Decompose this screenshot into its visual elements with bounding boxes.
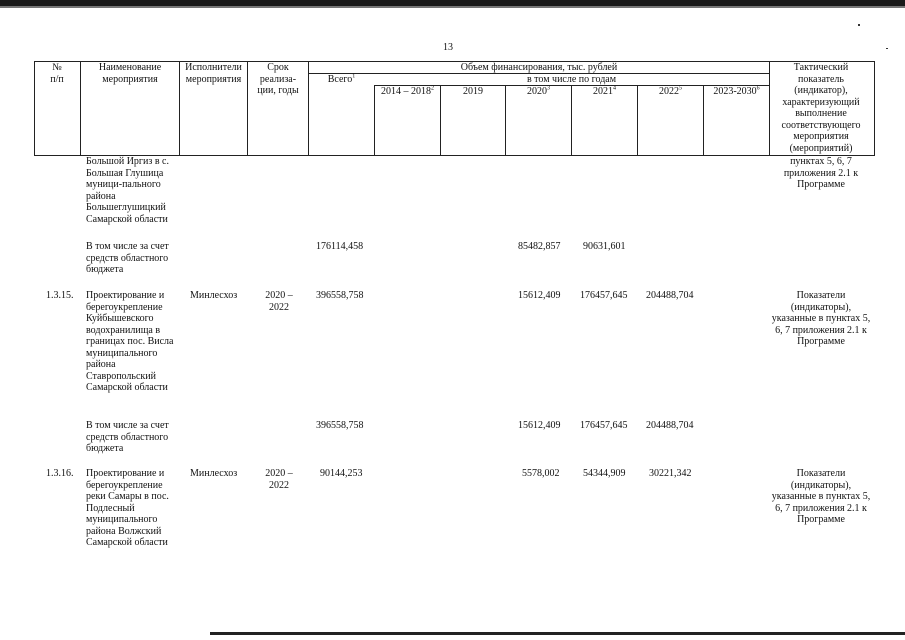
row-total: 396558,758 [316,420,364,431]
row-value-2020: 15612,409 [518,420,561,431]
row-executor: Минлесхоз [190,468,238,479]
header-num: № п/п [50,62,64,85]
row-executor: Минлесхоз [190,290,238,301]
row-indicator: Показатели (индикаторы), указанные в пунктах 5, 6, 7 приложения 2.1 к Программе [771,468,871,525]
header-year-2014-2018: 2014 – 2018$^2$ [381,85,434,97]
header-year-2022: 2022$^5$ [659,85,682,97]
row-term: 2020 – 2022 [265,290,293,313]
header-total: Всего$^1$ [327,73,356,85]
page-number: 13 [443,42,453,53]
header-funding: Объем финансирования, тыс. рублей [460,62,618,73]
row-indicator: Показатели (индикаторы), указанные в пунктах 5, 6, 7 приложения 2.1 к Программе [771,290,871,347]
header-indicator: Тактический показатель (индикатор), характеризующий выполнение соответствующего мероприятия (мероприятий) [781,62,861,154]
header-name: Наименование мероприятия [98,62,162,85]
row-indicator: пунктах 5, 6, 7 приложения 2.1 к Программе [783,156,859,190]
scan-speck [886,48,888,49]
row-name: В том числе за счет средств областного бюджета [86,241,169,275]
row-name: Проектирование и берегоукрепление Куйбышевского водохранилища в границах пос. Висла муниципального района Ставропольский Самарской области [86,290,174,393]
scan-speck [858,24,860,26]
row-value-2022: 204488,704 [646,420,694,431]
row-value-2022: 204488,704 [646,290,694,301]
row-total: 90144,253 [320,468,363,479]
header-term: Срок реализа-ции, годы [257,62,299,96]
row-value-2021: 54344,909 [583,468,626,479]
header-year-2021: 2021$^4$ [593,85,616,97]
header-year-2019: 2019 [463,86,483,97]
column-divider [247,61,248,155]
row-term: 2020 – 2022 [265,468,293,491]
row-name: Большой Иргиз в с. Большая Глушица муници-пального района Большеглушицкий Самарской области [86,156,169,225]
row-name: В том числе за счет средств областного бюджета [86,420,169,454]
header-year-2020: 2020$^3$ [527,85,550,97]
row-number: 1.3.15. [46,290,74,301]
row-value-2020: 85482,857 [518,241,561,252]
row-value-2021: 90631,601 [583,241,626,252]
row-value-2021: 176457,645 [580,290,628,301]
row-total: 176114,458 [316,241,364,252]
row-value-2020: 5578,002 [522,468,560,479]
scan-bottom-border [210,632,905,635]
header-executors: Исполнители мероприятия [185,62,242,85]
header-by-years: в том числе по годам [526,74,617,85]
row-value-2021: 176457,645 [580,420,628,431]
row-name: Проектирование и берегоукрепление реки Самары в пос. Подлесный муниципального района Волжский Самарской области [86,468,169,548]
column-divider [80,61,81,155]
header-year-2023-2030: 2023-2030$^6$ [713,85,760,97]
scan-top-border-shadow [0,6,905,8]
row-value-2020: 15612,409 [518,290,561,301]
column-divider [769,61,770,155]
row-value-2022: 30221,342 [649,468,692,479]
row-number: 1.3.16. [46,468,74,479]
row-total: 396558,758 [316,290,364,301]
